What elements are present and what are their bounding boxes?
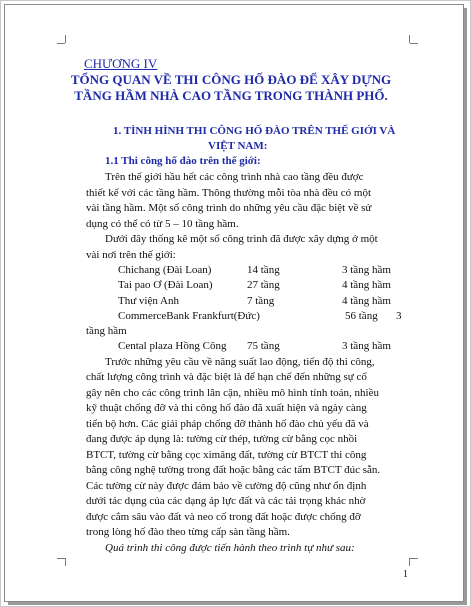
- para1-line: dụng có thể có từ 5 – 10 tầng hầm.: [86, 218, 239, 230]
- building-floors: 14 tầng: [247, 264, 280, 276]
- crop-mark: [57, 43, 65, 44]
- para1-line: Trên thế giới hầu hết các công trình nhà cao tầng đều được: [105, 171, 364, 183]
- building-floors: 27 tầng: [247, 279, 280, 291]
- para3-line: Các tường cừ này được đảm bảo về cường độ cũng như ổn định: [86, 480, 367, 492]
- para3-line: chất lượng công trình và đặc biệt là để hạn chế đến những sự cố: [86, 371, 367, 383]
- building-name: Cental plaza Hồng Công: [118, 340, 227, 352]
- building-name: Tai pao Ơ (Đài Loan): [118, 279, 213, 291]
- para3-line: đang được áp dụng là: tường cừ thép, tường cừ bằng cọc nhồi: [86, 433, 358, 445]
- crop-mark: [57, 558, 65, 559]
- para3-line: gây nên cho các công trình lân cận, nhiều mô hình tính toán, nhiều: [86, 387, 379, 399]
- para2-line: vài nơi trên thế giới:: [86, 249, 176, 261]
- building-floors: 56 tầng: [345, 310, 378, 322]
- title-line-2: TẦNG HẦM NHÀ CAO TẦNG TRONG THÀNH PHỐ.: [74, 88, 388, 103]
- building-name: Chichang (Đài Loan): [118, 264, 212, 276]
- para3-line: BTCT, tường cừ bằng cọc ximăng đất, tường cừ BTCT thi công: [86, 449, 367, 461]
- para2-line: Dưới đây thống kê một số công trình đã được xây dựng ở một: [105, 233, 378, 245]
- building-basements: 3 tầng hầm: [342, 264, 391, 276]
- building-basements: 4 tầng hầm: [342, 279, 391, 291]
- building-name: Thư viện Anh: [118, 295, 179, 307]
- para3-line: Trước những yêu cầu về năng suất lao động, tiến độ thi công,: [105, 356, 375, 368]
- para3-line: trong lòng hố đào theo từng cấp sàn tầng hầm.: [86, 526, 290, 538]
- para3-line: tiến bộ hơn. Các giải pháp chống đỡ thành hố đào chủ yếu đã và: [86, 418, 369, 430]
- building-basements: 3 tầng hầm: [342, 340, 391, 352]
- chapter-heading: CHƯƠNG IV: [84, 56, 158, 71]
- para1-line: vài tầng hầm. Một số công trình do những yêu cầu đặc biệt về sử: [86, 202, 372, 214]
- crop-mark: [65, 558, 66, 566]
- crop-mark: [410, 558, 418, 559]
- crop-mark: [409, 558, 410, 566]
- subsection-heading: 1.1 Thi công hố đào trên thế giới:: [105, 155, 261, 167]
- section-heading-line-1: 1. TÌNH HÌNH THI CÔNG HỐ ĐÀO TRÊN THẾ GIỚI VÀ: [113, 125, 396, 137]
- title-line-1: TỔNG QUAN VỀ THI CÔNG HỐ ĐÀO ĐỂ XÂY DỰNG: [70, 72, 392, 87]
- para3-line: dưới tác dụng của các dạng áp lực đất và các tải trọng khác nhờ: [86, 495, 366, 507]
- building-basements: 4 tầng hầm: [342, 295, 391, 307]
- building-basements-wrap: tầng hầm: [86, 325, 127, 337]
- building-floors: 75 tầng: [247, 340, 280, 352]
- building-name: CommerceBank Frankfurt(Đức): [118, 310, 260, 322]
- crop-mark: [65, 35, 66, 43]
- para3-line: bằng công nghệ tường trong đất hoặc bằng các tấm BTCT đúc sẵn.: [86, 464, 381, 476]
- closing-line: Quá trình thi công được tiến hành theo trình tự như sau:: [105, 542, 355, 554]
- crop-mark: [409, 35, 410, 43]
- para1-line: thiết kế với các tầng hầm. Thông thường mỗi tòa nhà đều có một: [86, 187, 371, 199]
- page-number: 1: [403, 569, 408, 580]
- section-heading-line-2: VIỆT NAM:: [208, 140, 268, 152]
- crop-mark: [410, 43, 418, 44]
- para3-line: được cắm sâu vào đất và neo cố trong đất hoặc được chống đỡ: [86, 511, 361, 523]
- building-floors: 7 tầng: [247, 295, 275, 307]
- para3-line: kỹ thuật chống đỡ và thi công hố đào đã xuất hiện và ngày càng: [86, 402, 367, 414]
- building-basements: 3: [396, 310, 402, 322]
